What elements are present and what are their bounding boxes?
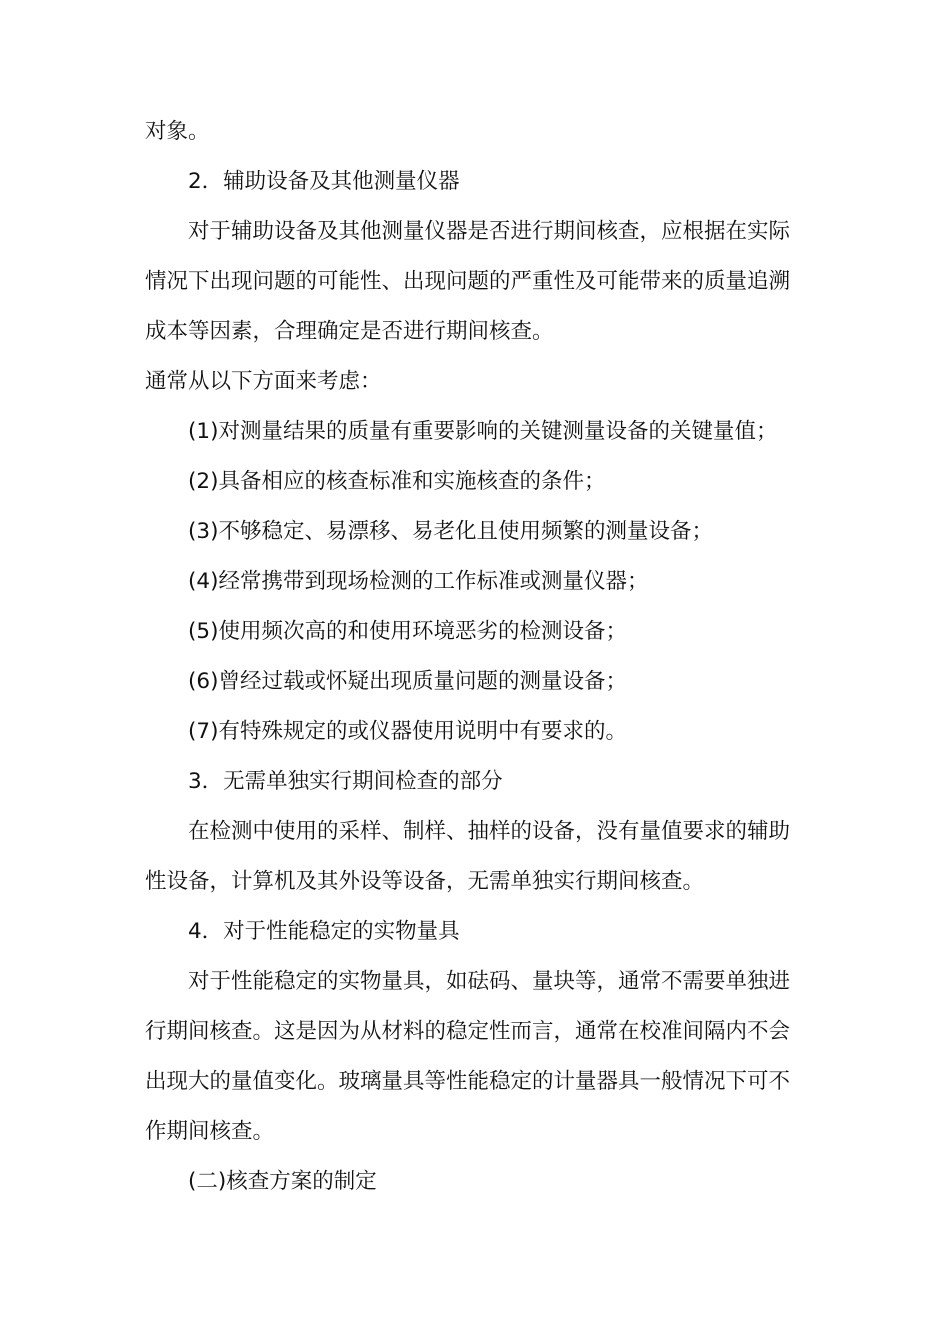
text-line: 对于辅助设备及其他测量仪器是否进行期间核查，应根据在实际 [188,219,791,244]
text-line: 情况下出现问题的可能性、出现问题的严重性及可能带来的质量追溯 [145,269,791,294]
text-line: 对于性能稳定的实物量具，如砝码、量块等，通常不需要单独进 [188,969,791,994]
list-item: (1)对测量结果的质量有重要影响的关键测量设备的关键量值； [188,419,778,444]
section-heading: (二)核查方案的制定 [188,1169,377,1194]
text-line: 对象。 [145,119,210,144]
section-heading: 4．对于性能稳定的实物量具 [188,919,460,944]
list-item: (4)经常携带到现场检测的工作标准或测量仪器； [188,569,649,594]
list-item: (3)不够稳定、易漂移、易老化且使用频繁的测量设备； [188,519,713,544]
list-item: (6)曾经过载或怀疑出现质量问题的测量设备； [188,669,627,694]
section-heading: 2．辅助设备及其他测量仪器 [188,169,460,194]
list-item: (2)具备相应的核查标准和实施核查的条件； [188,469,606,494]
text-line: 通常从以下方面来考虑： [145,369,382,394]
text-line: 性设备，计算机及其外设等设备，无需单独实行期间核查。 [145,869,705,894]
text-line: 作期间核查。 [145,1119,275,1144]
text-line: 成本等因素，合理确定是否进行期间核查。 [145,319,554,344]
text-line: 在检测中使用的采样、制样、抽样的设备，没有量值要求的辅助 [188,819,791,844]
text-line: 行期间核查。这是因为从材料的稳定性而言，通常在校准间隔内不会 [145,1019,791,1044]
list-item: (7)有特殊规定的或仪器使用说明中有要求的。 [188,719,627,744]
section-heading: 3．无需单独实行期间检查的部分 [188,769,503,794]
list-item: (5)使用频次高的和使用环境恶劣的检测设备； [188,619,627,644]
text-line: 出现大的量值变化。玻璃量具等性能稳定的计量器具一般情况下可不 [145,1069,791,1094]
